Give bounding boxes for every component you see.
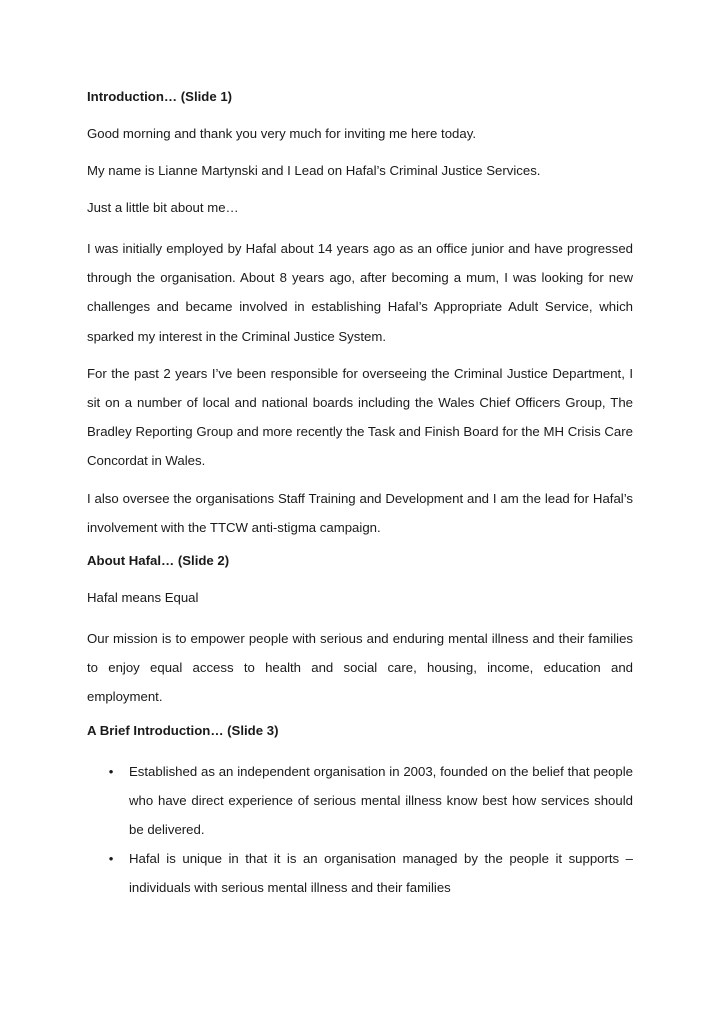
list-item	[87, 757, 633, 845]
paragraph-employment-history: I was initially employed by Hafal about 14 years ago as an office junior and have progressed through the organisation. About 8 years ago, after becoming a mum, I was looking for new challenges and became involved in establishing Hafal’s Appropriate Adult Service, which sparked my interest in the Criminal Justice System.	[87, 241, 633, 344]
paragraph-training-oversight: I also oversee the organisations Staff Training and Development and I am the lead for Hafal’s involvement with the TTCW anti-stigma campaign.	[87, 490, 633, 535]
section-heading-brief-introduction: A Brief Introduction… (Slide 3)	[87, 722, 279, 738]
section-heading-about-hafal: About Hafal… (Slide 2)	[87, 553, 230, 569]
paragraph-about-me: Just a little bit about me…	[87, 200, 239, 215]
document-page	[87, 86, 633, 903]
bullet-icon: •	[108, 851, 114, 867]
paragraph-greeting: Good morning and thank you very much for inviting me here today.	[87, 126, 476, 141]
list-item	[87, 844, 633, 902]
bullet-list	[87, 757, 633, 903]
bullet-icon: •	[108, 763, 114, 779]
paragraph-mission: Our mission is to empower people with serious and enduring mental illness and their families to enjoy equal access to health and social care, housing, income, education and employment.	[87, 631, 633, 705]
section-heading-introduction: Introduction… (Slide 1)	[87, 89, 233, 104]
paragraph-responsibilities: For the past 2 years I’ve been responsible for overseeing the Criminal Justice Department, I sit on a number of local and national boards including the Wales Chief Officers Group, The Bradley Reporting Group and more recently the Task and Finish Board for the MH Crisis Care Concordat in Wales.	[87, 365, 633, 469]
bullet-text: Hafal is unique in that it is an organisation managed by the people it supports – individuals with serious mental illness and their families	[129, 851, 633, 896]
bullet-text: Established as an independent organisation in 2003, founded on the belief that people who have direct experience of serious mental illness know best how services should be delivered.	[129, 763, 633, 838]
paragraph-name: My name is Lianne Martynski and I Lead on Hafal’s Criminal Justice Services.	[87, 163, 541, 178]
paragraph-hafal-meaning: Hafal means Equal	[87, 590, 199, 606]
